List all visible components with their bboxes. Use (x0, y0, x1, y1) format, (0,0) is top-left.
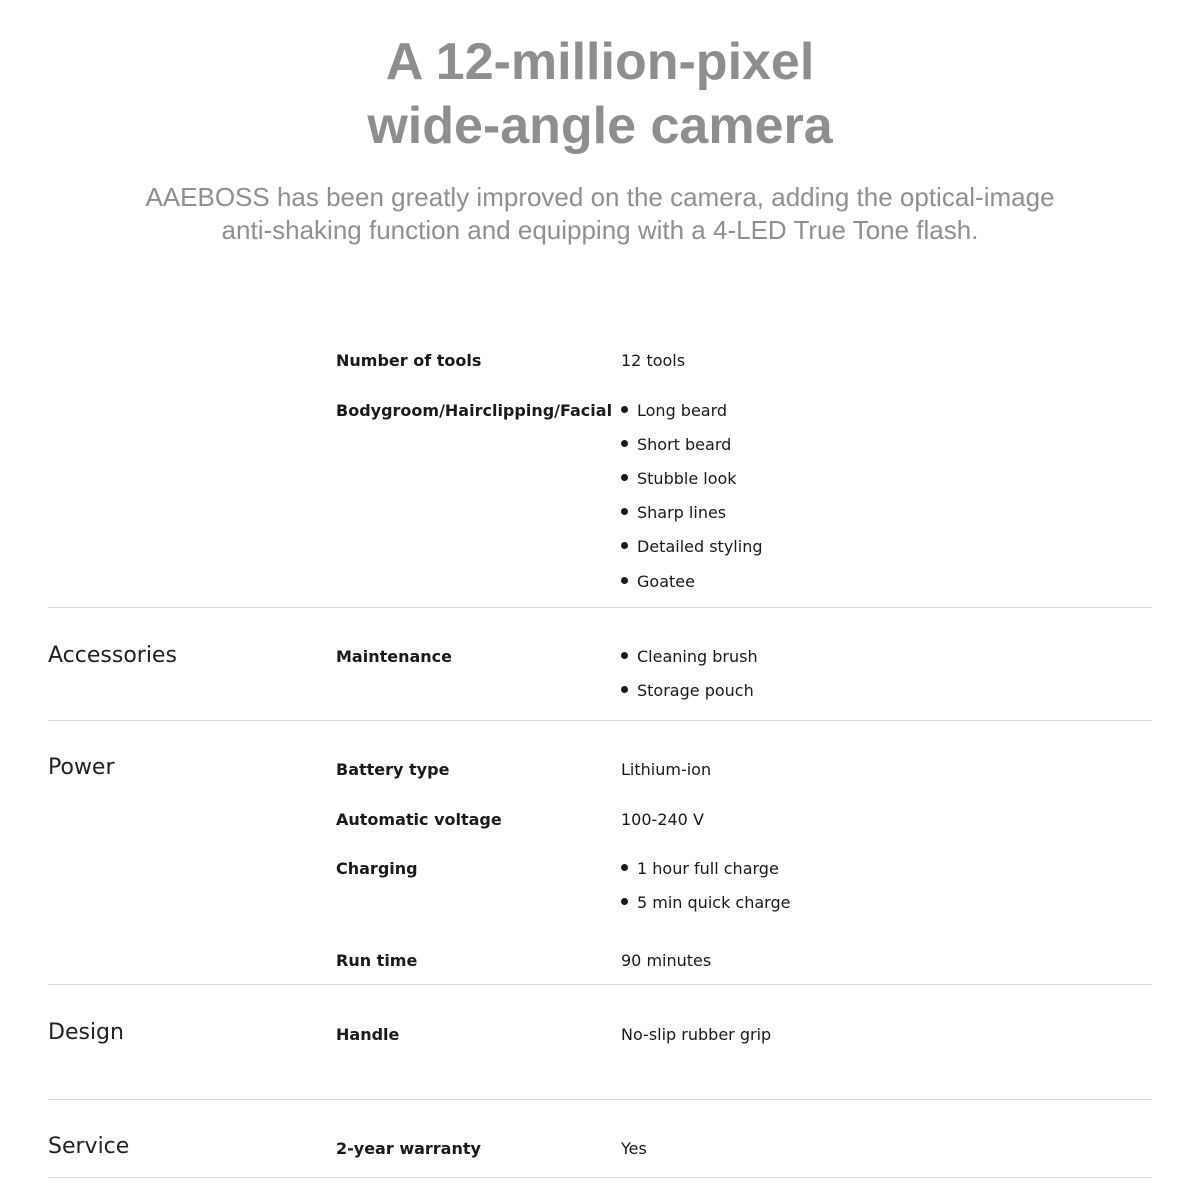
list-item: 5 min quick charge (621, 893, 790, 912)
spec-value-warranty: Yes (621, 1139, 647, 1158)
bullet-icon (621, 474, 628, 481)
bullet-icon (621, 406, 628, 413)
spec-label-battery-type: Battery type (336, 760, 450, 779)
title-line-1: A 12-million-pixel (385, 33, 815, 91)
spec-value-number-of-tools: 12 tools (621, 351, 686, 370)
list-item: 1 hour full charge (621, 859, 779, 878)
list-item: Detailed styling (621, 537, 762, 556)
section-title-power: Power (48, 755, 115, 780)
bullet-icon (621, 864, 628, 871)
spec-label-handle: Handle (336, 1025, 400, 1044)
spec-value-automatic-voltage: 100-240 V (621, 810, 704, 829)
list-item: Long beard (621, 401, 727, 420)
subtitle-line-1: AAEBOSS has been greatly improved on the camera, adding the optical-image (145, 182, 1055, 212)
section-divider (48, 1099, 1152, 1100)
spec-label-run-time: Run time (336, 951, 418, 970)
list-item: Goatee (621, 572, 695, 591)
list-item: Storage pouch (621, 681, 754, 700)
bullet-icon (621, 577, 628, 584)
spec-label-maintenance: Maintenance (336, 647, 453, 666)
spec-table (48, 0, 1152, 1199)
bullet-icon (621, 652, 628, 659)
bullet-icon (621, 508, 628, 515)
bullet-icon (621, 686, 628, 693)
section-divider (48, 984, 1152, 985)
section-divider (48, 720, 1152, 721)
bullet-icon (621, 440, 628, 447)
spec-label-number-of-tools: Number of tools (336, 351, 482, 370)
spec-value-battery-type: Lithium-ion (621, 760, 712, 779)
spec-label-bodygroom: Bodygroom/Hairclipping/Facial (336, 401, 613, 420)
list-item: Stubble look (621, 469, 737, 488)
list-item: Sharp lines (621, 503, 726, 522)
spec-label-automatic-voltage: Automatic voltage (336, 810, 502, 829)
subtitle-line-2: anti-shaking function and equipping with a 4-LED True Tone flash. (221, 215, 979, 245)
spec-value-handle: No-slip rubber grip (621, 1025, 772, 1044)
section-divider (48, 607, 1152, 608)
spec-label-charging: Charging (336, 859, 418, 878)
section-title-accessories: Accessories (48, 643, 177, 668)
section-title-service: Service (48, 1134, 130, 1159)
bullet-icon (621, 898, 628, 905)
list-item: Short beard (621, 435, 731, 454)
section-divider (48, 1177, 1152, 1178)
spec-value-run-time: 90 minutes (621, 951, 712, 970)
list-item: Cleaning brush (621, 647, 758, 666)
title-line-2: wide-angle camera (367, 97, 833, 155)
spec-label-warranty: 2-year warranty (336, 1139, 481, 1158)
bullet-icon (621, 542, 628, 549)
section-title-design: Design (48, 1020, 124, 1045)
